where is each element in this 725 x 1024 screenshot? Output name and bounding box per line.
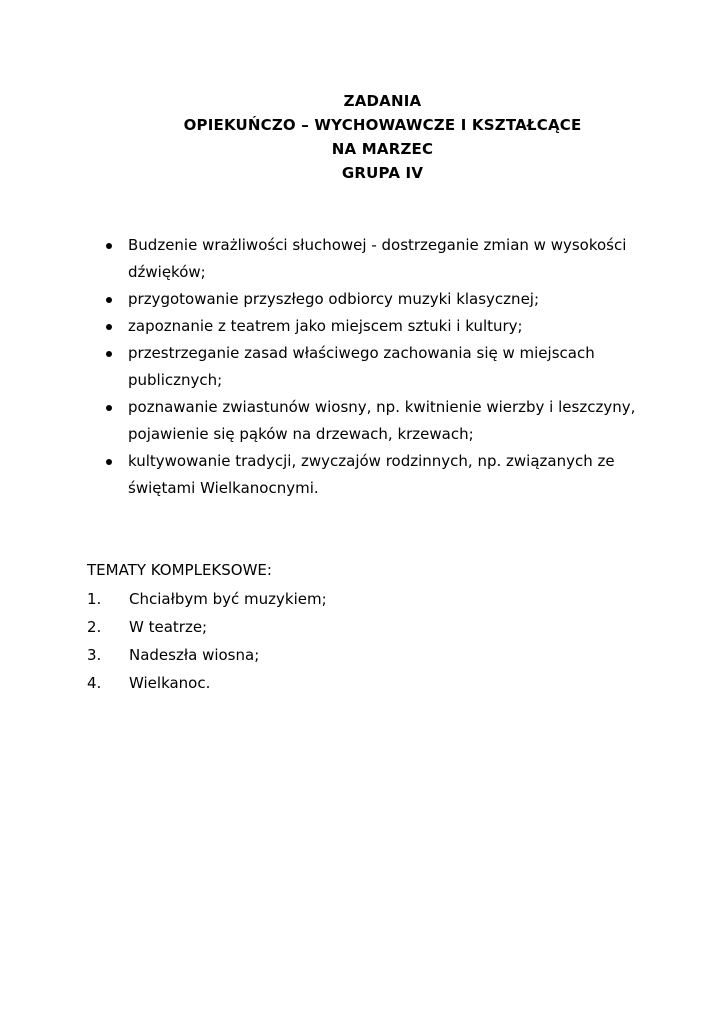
task-item [104, 286, 664, 313]
task-item [104, 340, 664, 394]
topic-text: Wielkanoc. [129, 674, 211, 692]
topics-list [87, 585, 327, 697]
task-text: zapoznanie z teatrem jako miejscem sztuki i kultury; [128, 317, 523, 335]
bullet-icon [106, 351, 112, 357]
bullet-icon [106, 243, 112, 249]
task-text: kultywowanie tradycji, zwyczajów rodzinnych, np. związanych ze świętami Wielkanocnymi. [128, 452, 615, 497]
task-item [104, 394, 664, 448]
bullet-icon [106, 459, 112, 465]
bullet-icon [106, 324, 112, 330]
title-line-3: NA MARZEC [331, 140, 434, 158]
topic-text: Chciałbym być muzykiem; [129, 590, 327, 608]
task-text: poznawanie zwiastunów wiosny, np. kwitnienie wierzby i leszczyny, pojawienie się pąków na drzewach, krzewach; [128, 398, 636, 443]
topic-text: W teatrze; [129, 618, 208, 636]
topic-number: 4. [87, 674, 102, 692]
task-item [104, 232, 664, 286]
task-text: przygotowanie przyszłego odbiorcy muzyki klasycznej; [128, 290, 540, 308]
topic-item [87, 613, 327, 641]
bullet-icon [106, 297, 112, 303]
topic-item [87, 585, 327, 613]
topics-heading: TEMATY KOMPLEKSOWE: [87, 561, 272, 579]
topic-text: Nadeszła wiosna; [129, 646, 260, 664]
title-line-1: ZADANIA [343, 92, 422, 110]
document-title [0, 89, 725, 185]
task-text: Budzenie wrażliwości słuchowej - dostrzeganie zmian w wysokości dźwięków; [128, 236, 627, 281]
topic-number: 2. [87, 618, 102, 636]
task-text: przestrzeganie zasad właściwego zachowania się w miejscach publicznych; [128, 344, 595, 389]
task-item [104, 448, 664, 502]
bullet-icon [106, 405, 112, 411]
title-line-2: OPIEKUŃCZO – WYCHOWAWCZE I KSZTAŁCĄCE [183, 116, 582, 134]
task-item [104, 313, 664, 340]
topic-number: 1. [87, 590, 102, 608]
tasks-list [104, 232, 664, 502]
title-line-4: GRUPA IV [341, 164, 424, 182]
topic-number: 3. [87, 646, 102, 664]
topic-item [87, 641, 327, 669]
topic-item [87, 669, 327, 697]
